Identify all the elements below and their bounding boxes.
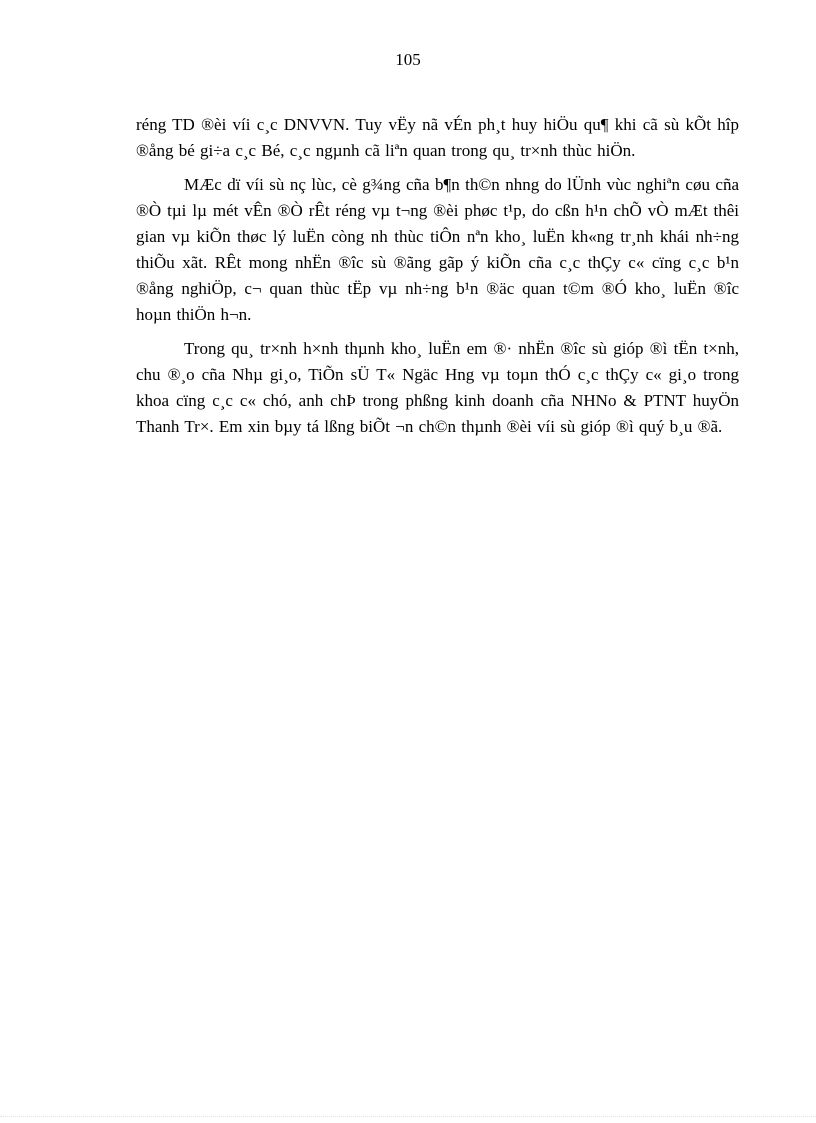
paragraph-conclusion-end: réng TD ®èi víi c¸c DNVVN. Tuy vËy nã vÉn ph¸t huy hiÖu qu¶ khi cã sù kÕt hîp ®ång bé gi÷a c¸c Bé, c¸c ngµnh cã liªn quan trong qu¸ tr×nh thùc hiÖn. [136, 115, 739, 160]
page-number: 105 [395, 50, 421, 69]
paragraph-acknowledgements: Trong qu¸ tr×nh h×nh thµnh kho¸ luËn em ®· nhËn ®îc sù gióp ®ì tËn t×nh, chu ®¸o cña Nhµ gi¸o, TiÕn sÜ T« Ngäc Hng vµ toµn thÓ c¸c thÇy c« gi¸o trong khoa cïng c¸c c« chó, anh chÞ trong phßng kinh doanh cña NHNo & PTNT huyÖn Thanh Tr×. Em xin bµy tá lßng biÕt ¬n ch©n thµnh ®èi víi sù gióp ®ì quý b¸u ®ã. [136, 339, 739, 436]
paragraph-limitations: MÆc dï víi sù nç lùc, cè g¾ng cña b¶n th©n nhng do lÜnh vùc nghiªn cøu cña ®Ò tµi lµ mét vÊn ®Ò rÊt réng vµ t¬ng ®èi phøc t¹p, do cßn h¹n chÕ vÒ mÆt thêi gian vµ kiÕn thøc lý luËn còng nh thùc tiÔn nªn kho¸ luËn kh«ng tr¸nh khái nh÷ng thiÕu xãt. RÊt mong nhËn ®îc sù ®ãng gãp ý kiÕn cña c¸c thÇy c« cïng c¸c b¹n ®ång nghiÖp, c¬ quan thùc tËp vµ nh÷ng b¹n ®äc quan t©m ®Ó kho¸ luËn ®îc hoµn thiÖn h¬n. [136, 175, 739, 324]
page-bottom-edge [0, 1116, 816, 1117]
document-body [136, 112, 739, 448]
